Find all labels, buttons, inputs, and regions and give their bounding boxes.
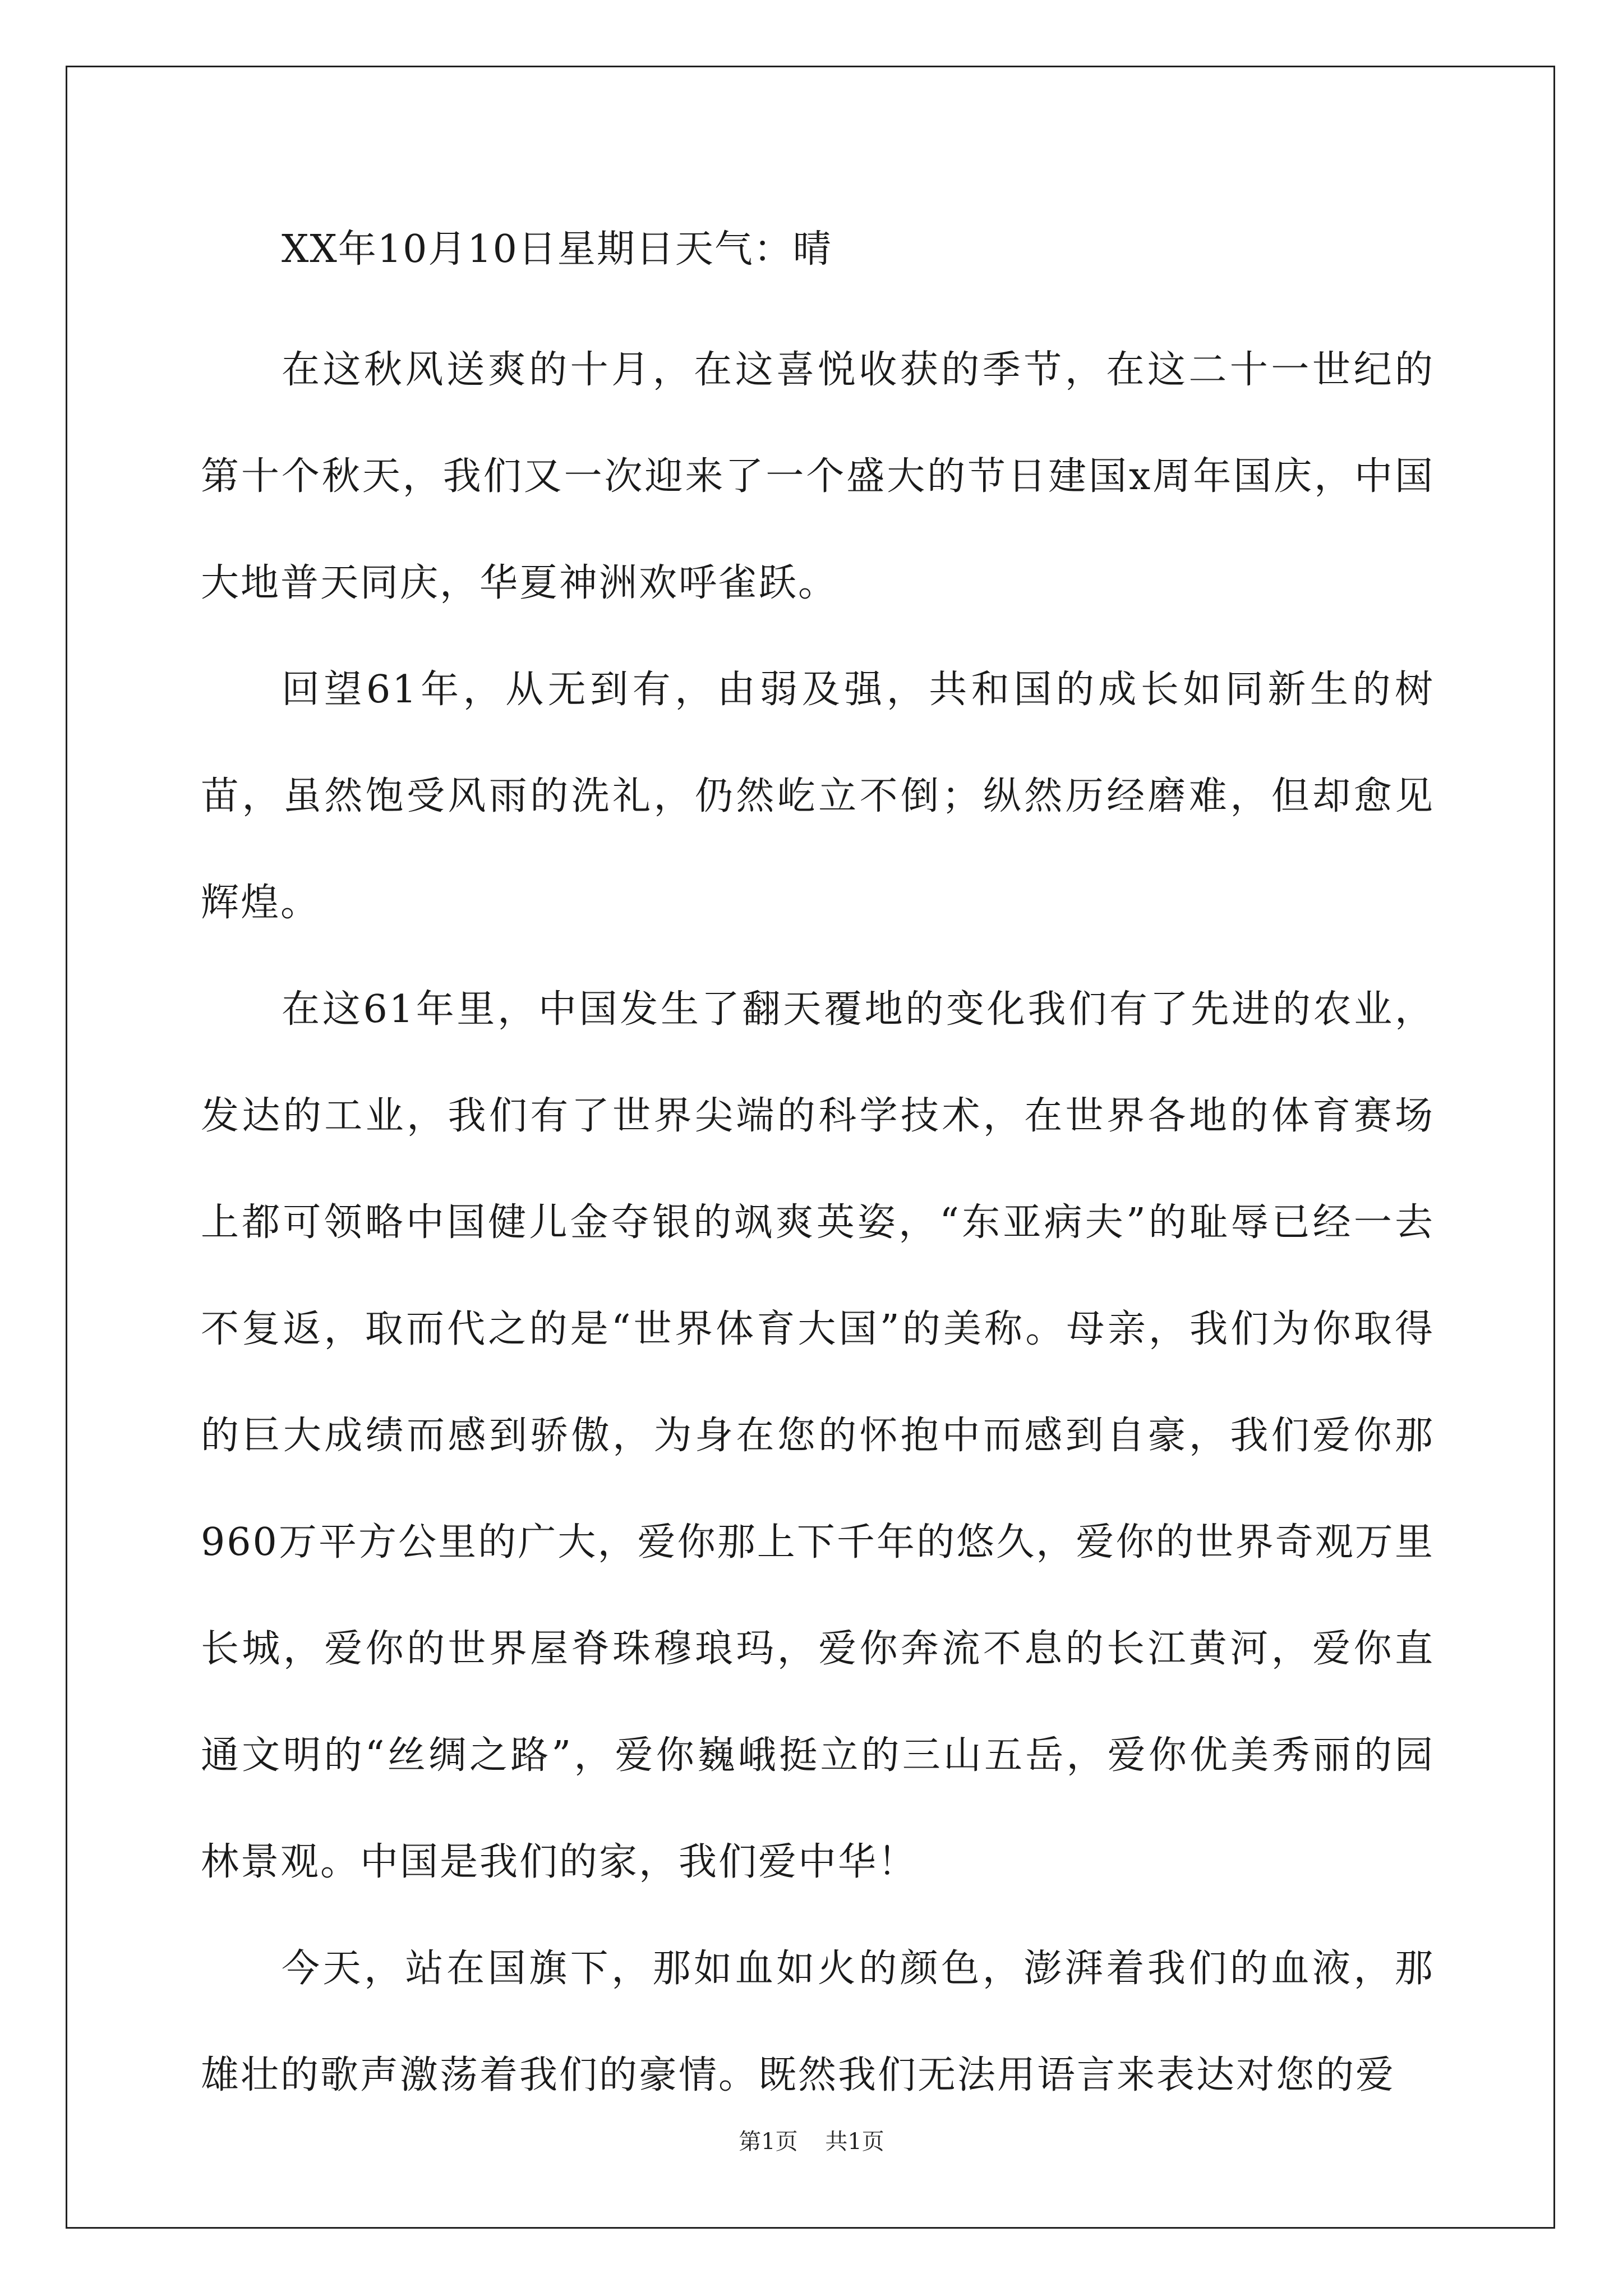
- paragraph-autumn-national-day: 在这秋风送爽的十月，在这喜悦收获的季节，在这二十一世纪的第十个秋天，我们又一次迎来了一个盛大的节日建国x周年国庆，中国大地普天同庆，华夏神洲欢呼雀跃。: [201, 348, 1435, 605]
- paragraph-flag-today: 今天，站在国旗下，那如血如火的颜色，澎湃着我们的血液，那雄壮的歌声激荡着我们的豪情。既然我们无法用语言来表达对您的爱: [201, 1947, 1435, 2097]
- paragraph-achievements: 在这61年里，中国发生了翻天覆地的变化我们有了先进的农业，发达的工业，我们有了世界尖端的科学技术，在世界各地的体育赛场上都可领略中国健儿金夺银的飒爽英姿，“东亚病夫”的耻辱已经一去不复返，取而代之的是“世界体育大国”的美称。母亲，我们为你取得的巨大成绩而感到骄傲，为身在您的怀抱中而感到自豪，我们爱你那960万平方公里的广大，爱你那上下千年的悠久，爱你的世界奇观万里长城，爱你的世界屋脊珠穆琅玛，爱你奔流不息的长江黄河，爱你直通文明的“丝绸之路”，爱你巍峨挺立的三山五岳，爱你优美秀丽的园林景观。中国是我们的家，我们爱中华！: [201, 987, 1435, 1884]
- date-weather-line: XX年10月10日星期日天气：晴: [282, 227, 832, 272]
- page-footer: [0, 2128, 1623, 2156]
- document-body: [201, 216, 1435, 2129]
- paragraph-looking-back: 回望61年，从无到有，由弱及强，共和国的成长如同新生的树苗，虽然饱受风雨的洗礼，仍然屹立不倒；纵然历经磨难，但却愈见辉煌。: [201, 668, 1435, 925]
- page-number-current: 第1页: [739, 2129, 798, 2155]
- page-number-total: 共1页: [825, 2129, 884, 2155]
